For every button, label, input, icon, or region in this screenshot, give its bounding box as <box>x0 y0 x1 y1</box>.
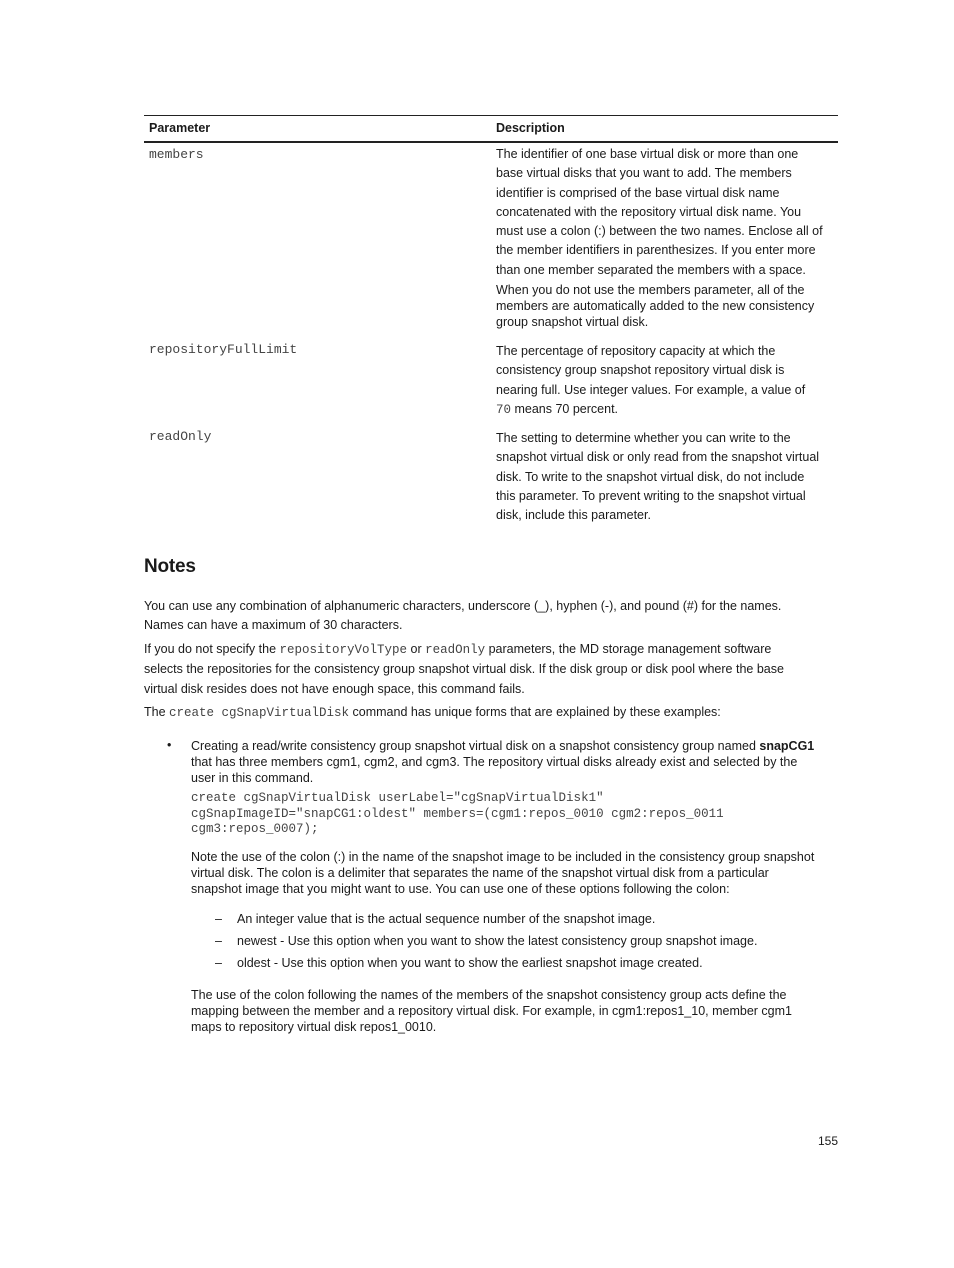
table-header <box>144 115 838 143</box>
desc-note-line: When you do not use the members parameter, all of the <box>496 283 805 298</box>
text-line: that has three members cgm1, cgm2, and cgm3. The repository virtual disks already exist and selected by the <box>191 755 798 769</box>
parameter-table <box>144 115 838 523</box>
desc-line: The identifier of one base virtual disk or more than one <box>496 147 799 161</box>
dash-item-text: oldest - Use this option when you want to show the earliest snapshot image created. <box>237 956 703 970</box>
desc-line: disk, include this parameter. <box>496 508 651 523</box>
desc-line: identifier is comprised of the base virtual disk name <box>496 185 780 200</box>
param-description <box>496 145 838 330</box>
text-line: You can use any combination of alphanumeric characters, underscore (_), hyphen (-), and pound (#) for the names. <box>144 599 782 613</box>
bold-text: snapCG1 <box>759 739 815 753</box>
bullet-icon: • <box>167 738 172 752</box>
inline-code: repositoryVolType <box>279 643 408 657</box>
text-line: Note the use of the colon (:) in the name of the snapshot image to be included in the consistency group snapshot <box>191 850 815 864</box>
dash-icon: – <box>215 934 222 948</box>
text-line: selects the repositories for the consistency group snapshot virtual disk. If the disk group or disk pool where the base <box>144 662 784 677</box>
desc-line: the member identifiers in parenthesizes. If you enter more <box>496 243 816 258</box>
desc-line: The percentage of repository capacity at which the <box>496 344 776 358</box>
desc-line: must use a colon (:) between the two names. Enclose all of <box>496 224 823 239</box>
text-line: user in this command. <box>191 771 314 785</box>
notes-paragraph <box>144 640 840 699</box>
code-block <box>191 791 841 838</box>
dash-icon: – <box>215 956 222 970</box>
desc-note-line: members are automatically added to the new consistency <box>496 299 815 314</box>
text-line: The use of the colon following the names of the members of the snapshot consistency group acts define the <box>191 988 787 1002</box>
header-description: Description <box>496 121 565 135</box>
inline-code: create cgSnapVirtualDisk <box>169 706 350 720</box>
code-line: cgSnapImageID="snapCG1:oldest" members=(cgm1:repos_0010 cgm2:repos_0011 <box>191 806 724 821</box>
desc-line: concatenated with the repository virtual disk name. You <box>496 204 802 219</box>
notes-paragraph <box>144 597 840 636</box>
text-run: The <box>144 705 170 719</box>
text-run: Creating a read/write consistency group snapshot virtual disk on a snapshot consistency group named <box>191 739 760 753</box>
desc-note-line: group snapshot virtual disk. <box>496 315 649 330</box>
desc-line: than one member separated the members with a space. <box>496 262 806 277</box>
param-name: readOnly <box>149 429 212 444</box>
param-description <box>496 429 838 525</box>
desc-line <box>496 400 838 420</box>
desc-line: this parameter. To prevent writing to the snapshot virtual <box>496 488 806 503</box>
header-parameter: Parameter <box>149 121 211 135</box>
desc-line: consistency group snapshot repository virtual disk is <box>496 363 785 378</box>
text-line: virtual disk resides does not have enough space, this command fails. <box>144 681 525 696</box>
text-line: Names can have a maximum of 30 characters. <box>144 618 403 633</box>
desc-line: nearing full. Use integer values. For example, a value of <box>496 382 806 397</box>
param-name: repositoryFullLimit <box>149 342 298 357</box>
inline-code: 70 <box>496 402 512 417</box>
text-line <box>144 703 840 723</box>
desc-line: base virtual disks that you want to add. The members <box>496 166 792 181</box>
notes-heading: Notes <box>144 556 196 577</box>
text-line: mapping between the member and a repository virtual disk. For example, in cgm1:repos1_10, member cgm1 <box>191 1004 792 1018</box>
param-description <box>496 342 838 420</box>
text-line <box>144 640 840 660</box>
bullet-text <box>191 738 841 786</box>
text-line: snapshot image that you might want to use. You can use one of these options following the colon: <box>191 882 730 896</box>
dash-icon: – <box>215 912 222 926</box>
desc-line: disk. To write to the snapshot virtual disk, do not include <box>496 469 805 484</box>
text-run: command has unique forms that are explained by these examples: <box>349 705 721 719</box>
desc-line: snapshot virtual disk or only read from the snapshot virtual <box>496 450 820 465</box>
text-run: parameters, the MD storage management software <box>485 642 772 656</box>
text-line: virtual disk. The colon is a delimiter that separates the name of the snapshot virtual disk from a particular <box>191 866 769 880</box>
code-line: create cgSnapVirtualDisk userLabel="cgSnapVirtualDisk1" <box>191 791 604 805</box>
inline-code: readOnly <box>425 643 486 657</box>
text-run: If you do not specify the <box>144 642 280 656</box>
bullet-note <box>191 849 841 897</box>
notes-paragraph <box>144 703 840 723</box>
param-name: members <box>149 147 204 162</box>
dash-item-text: An integer value that is the actual sequence number of the snapshot image. <box>237 912 656 926</box>
desc-line: The setting to determine whether you can write to the <box>496 431 791 445</box>
code-line: cgm3:repos_0007); <box>191 822 319 837</box>
dash-item-text: newest - Use this option when you want to show the latest consistency group snapshot image. <box>237 934 758 948</box>
bullet-list-item <box>144 738 840 1038</box>
desc-text: means 70 percent. <box>511 401 619 416</box>
bullet-final-paragraph <box>191 987 841 1035</box>
page-number: 155 <box>818 1134 839 1148</box>
text-run: or <box>407 642 426 656</box>
text-line <box>191 738 841 754</box>
text-line: maps to repository virtual disk repos1_0010. <box>191 1020 437 1034</box>
